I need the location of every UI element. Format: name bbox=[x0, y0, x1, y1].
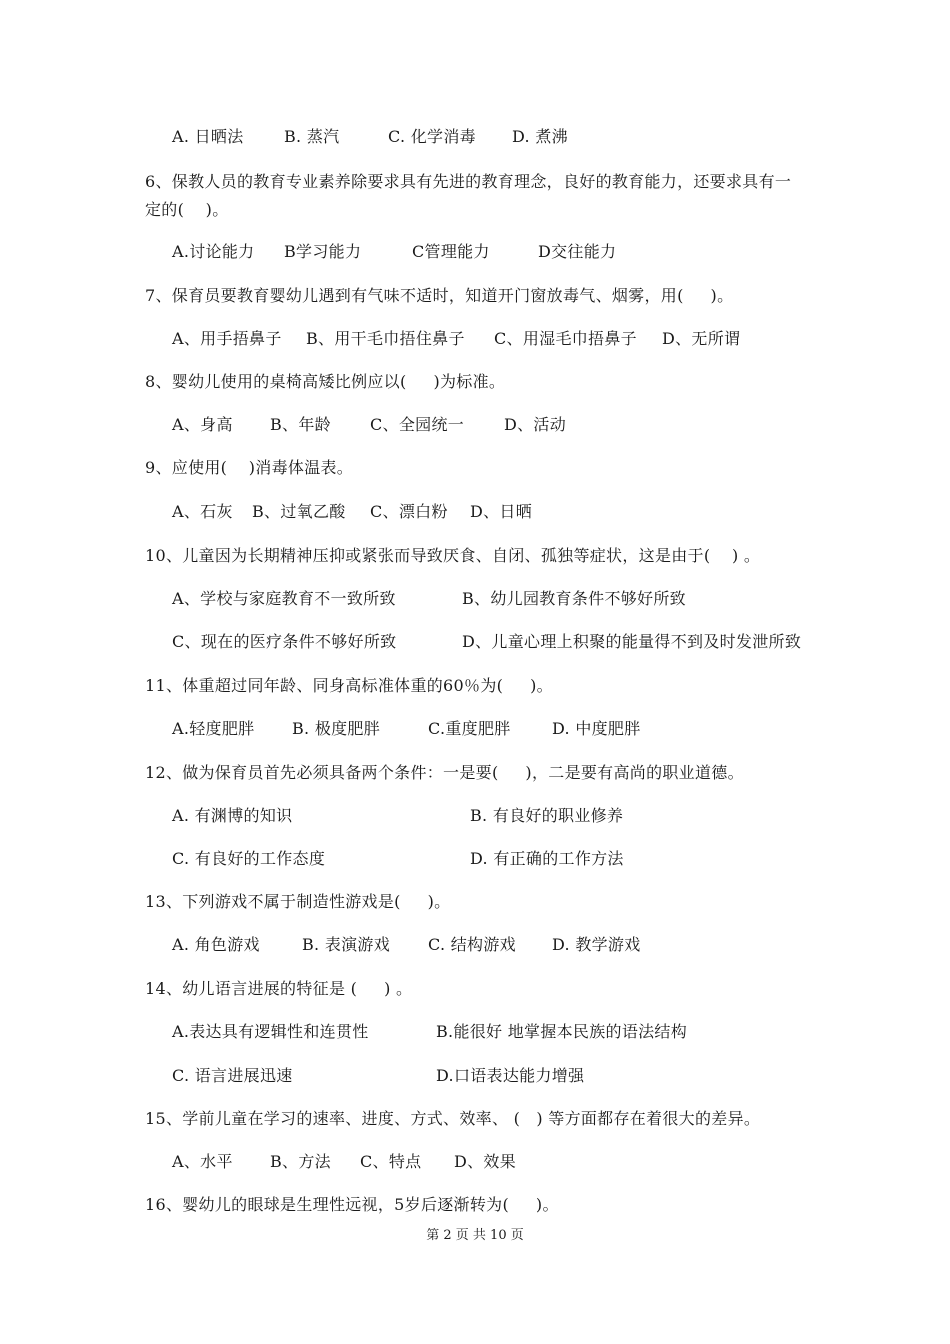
answer-option: A. 角色游戏 bbox=[172, 935, 260, 954]
answer-option: D、日晒 bbox=[470, 502, 533, 521]
question-text: 11、体重超过同年龄、同身高标准体重的60％为( )。 bbox=[145, 676, 553, 695]
answer-option: D. 有正确的工作方法 bbox=[470, 849, 624, 868]
answer-option: D. 中度肥胖 bbox=[552, 719, 641, 738]
answer-option: A、学校与家庭教育不一致所致 bbox=[172, 589, 396, 608]
answer-option: C. 有良好的工作态度 bbox=[172, 849, 326, 868]
answer-option: B. 有良好的职业修养 bbox=[470, 806, 624, 825]
answer-option: C管理能力 bbox=[412, 242, 490, 261]
question-text: 15、学前儿童在学习的速率、进度、方式、效率、 ( ) 等方面都存在着很大的差异。 bbox=[145, 1109, 761, 1128]
question-text: 8、婴幼儿使用的桌椅高矮比例应以( )为标准。 bbox=[145, 372, 506, 391]
answer-option: A、用手捂鼻子 bbox=[172, 329, 282, 348]
answer-option: D交往能力 bbox=[538, 242, 617, 261]
answer-option: B学习能力 bbox=[284, 242, 362, 261]
question-text: 9、应使用( )消毒体温表。 bbox=[145, 458, 354, 477]
answer-option: D、无所谓 bbox=[662, 329, 741, 348]
question-text: 16、婴幼儿的眼球是生理性远视，5岁后逐渐转为( )。 bbox=[145, 1195, 559, 1214]
question-text: 10、儿童因为长期精神压抑或紧张而导致厌食、自闭、孤独等症状，这是由于( ) 。 bbox=[145, 546, 761, 565]
answer-option: C、特点 bbox=[360, 1152, 422, 1171]
answer-option: A.表达具有逻辑性和连贯性 bbox=[172, 1022, 369, 1041]
answer-option: B. 表演游戏 bbox=[302, 935, 391, 954]
answer-option: D、活动 bbox=[504, 415, 567, 434]
question-text: 7、保育员要教育婴幼儿遇到有气味不适时，知道开门窗放毒气、烟雾，用( )。 bbox=[145, 286, 734, 305]
answer-option: D. 煮沸 bbox=[512, 127, 568, 146]
question-text: 13、下列游戏不属于制造性游戏是( )。 bbox=[145, 892, 451, 911]
answer-option: C.重度肥胖 bbox=[428, 719, 511, 738]
answer-option: D. 教学游戏 bbox=[552, 935, 641, 954]
answer-option: C、用湿毛巾捂鼻子 bbox=[494, 329, 637, 348]
answer-option: B.能很好 地掌握本民族的语法结构 bbox=[436, 1022, 688, 1041]
answer-option: A. 有渊博的知识 bbox=[172, 806, 293, 825]
answer-option: D、儿童心理上积聚的能量得不到及时发泄所致 bbox=[462, 632, 802, 651]
answer-option: B、方法 bbox=[270, 1152, 331, 1171]
answer-option: B、幼儿园教育条件不够好所致 bbox=[462, 589, 686, 608]
question-text: 12、做为保育员首先必须具备两个条件：一是要( )，二是要有高尚的职业道德。 bbox=[145, 763, 744, 782]
answer-option: C、全园统一 bbox=[370, 415, 465, 434]
answer-option: A、石灰 bbox=[172, 502, 233, 521]
question-text: 14、幼儿语言进展的特征是 ( ) 。 bbox=[145, 979, 413, 998]
answer-option: A.轻度肥胖 bbox=[172, 719, 255, 738]
answer-option: B、过氧乙酸 bbox=[252, 502, 346, 521]
answer-option: A、身高 bbox=[172, 415, 233, 434]
answer-option: A、水平 bbox=[172, 1152, 233, 1171]
answer-option: D、效果 bbox=[454, 1152, 517, 1171]
answer-option: B. 极度肥胖 bbox=[292, 719, 381, 738]
answer-option: C、漂白粉 bbox=[370, 502, 448, 521]
answer-option: C. 结构游戏 bbox=[428, 935, 516, 954]
answer-option: C. 语言进展迅速 bbox=[172, 1066, 293, 1085]
answer-option: B. 蒸汽 bbox=[284, 127, 340, 146]
answer-option: C. 化学消毒 bbox=[388, 127, 476, 146]
answer-option: C、现在的医疗条件不够好所致 bbox=[172, 632, 397, 651]
answer-option: D.口语表达能力增强 bbox=[436, 1066, 585, 1085]
answer-option: B、用干毛巾捂住鼻子 bbox=[306, 329, 465, 348]
answer-option: B、年龄 bbox=[270, 415, 331, 434]
answer-option: A.讨论能力 bbox=[172, 242, 255, 261]
page-footer: 第 2 页 共 10 页 bbox=[426, 1228, 524, 1243]
question-text: 6、保教人员的教育专业素养除要求具有先进的教育理念，良好的教育能力，还要求具有一 bbox=[145, 172, 792, 191]
question-text: 定的( )。 bbox=[145, 200, 229, 219]
answer-option: A. 日晒法 bbox=[172, 127, 244, 146]
